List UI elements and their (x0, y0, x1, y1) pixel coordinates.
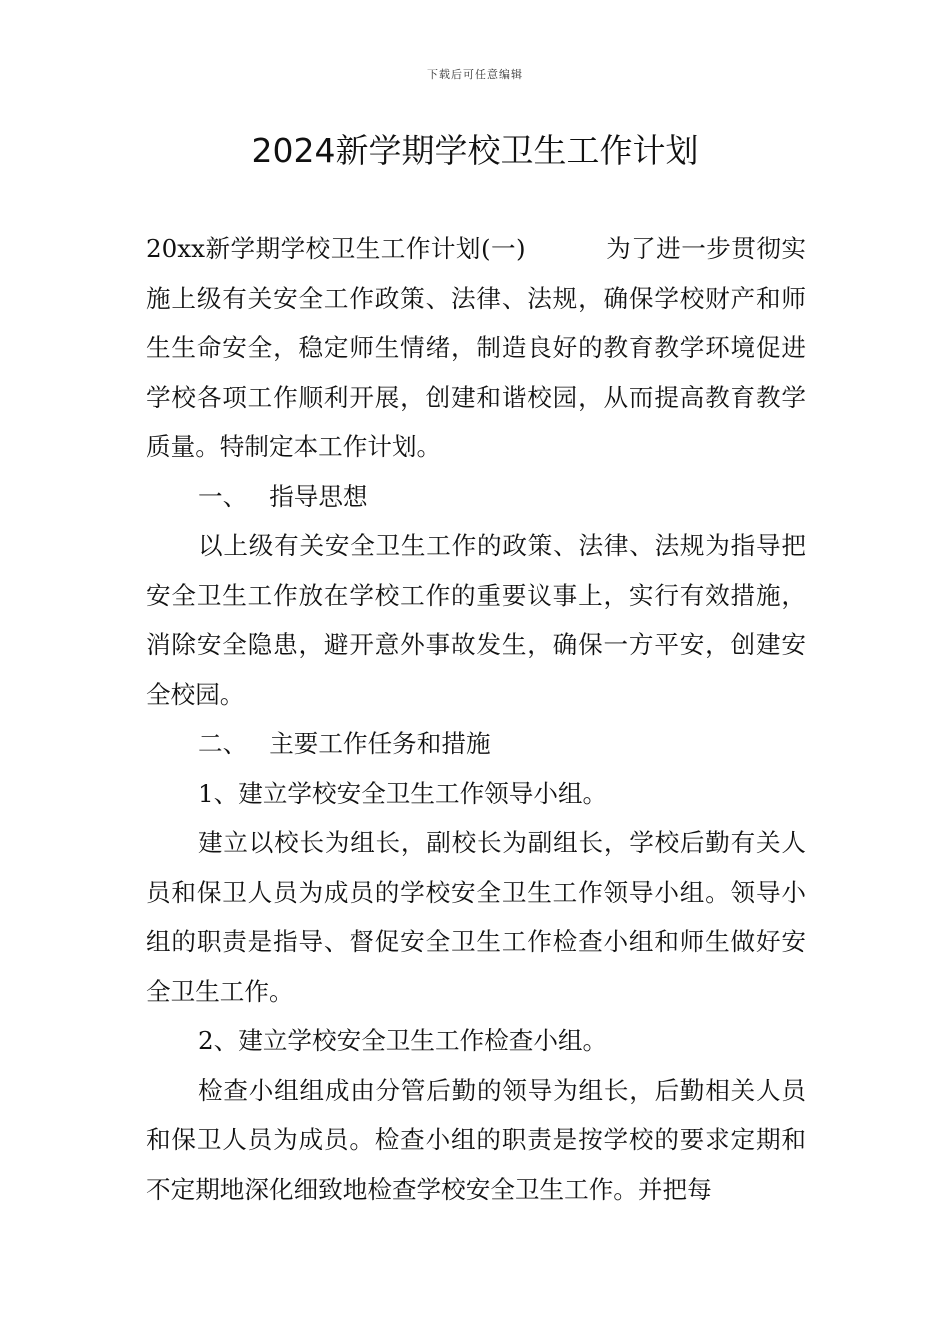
task-item-1-paragraph: 建立以校长为组长，副校长为副组长，学校后勤有关人员和保卫人员为成员的学校安全卫生工作领导小组。领导小组的职责是指导、督促安全卫生工作检查小组和师生做好安全卫生工作。 (146, 828, 806, 1006)
section-number: 二、 (198, 729, 248, 758)
section-heading-tasks (146, 719, 806, 769)
document-title: 2024新学期学校卫生工作计划 (251, 131, 699, 170)
intro-text: 为了进一步贯彻实施上级有关安全工作政策、法律、法规，确保学校财产和师生生命安全，稳定师生情绪，制造良好的教育教学环境促进学校各项工作顺利开展，创建和谐校园，从而提高教育教学质量。特制定本工作计划。 (146, 234, 806, 461)
task-item-2-paragraph: 检查小组组成由分管后勤的领导为组长，后勤相关人员和保卫人员为成员。检查小组的职责是按学校的要求定期和不定期地深化细致地检查学校安全卫生工作。并把每 (146, 1075, 806, 1204)
task-item-1-title: 1、建立学校安全卫生工作领导小组。 (198, 778, 608, 808)
document-body (146, 224, 806, 1214)
header-note: 下载后可任意编辑 (427, 68, 523, 81)
section-heading: 主要工作任务和措施 (269, 729, 491, 758)
section-heading: 指导思想 (269, 481, 368, 511)
section-heading-guiding (146, 472, 806, 522)
guiding-paragraph: 以上级有关安全卫生工作的政策、法律、法规为指导把安全卫生工作放在学校工作的重要议事上，实行有效措施，消除安全隐患，避开意外事故发生，确保一方平安，创建安全校园。 (146, 531, 806, 709)
intro-lead: 20xx新学期学校卫生工作计划(一) (146, 234, 526, 263)
task-item-2-title: 2、建立学校安全卫生工作检查小组。 (198, 1026, 608, 1055)
section-number: 一、 (198, 481, 248, 511)
intro-paragraph (146, 224, 806, 472)
